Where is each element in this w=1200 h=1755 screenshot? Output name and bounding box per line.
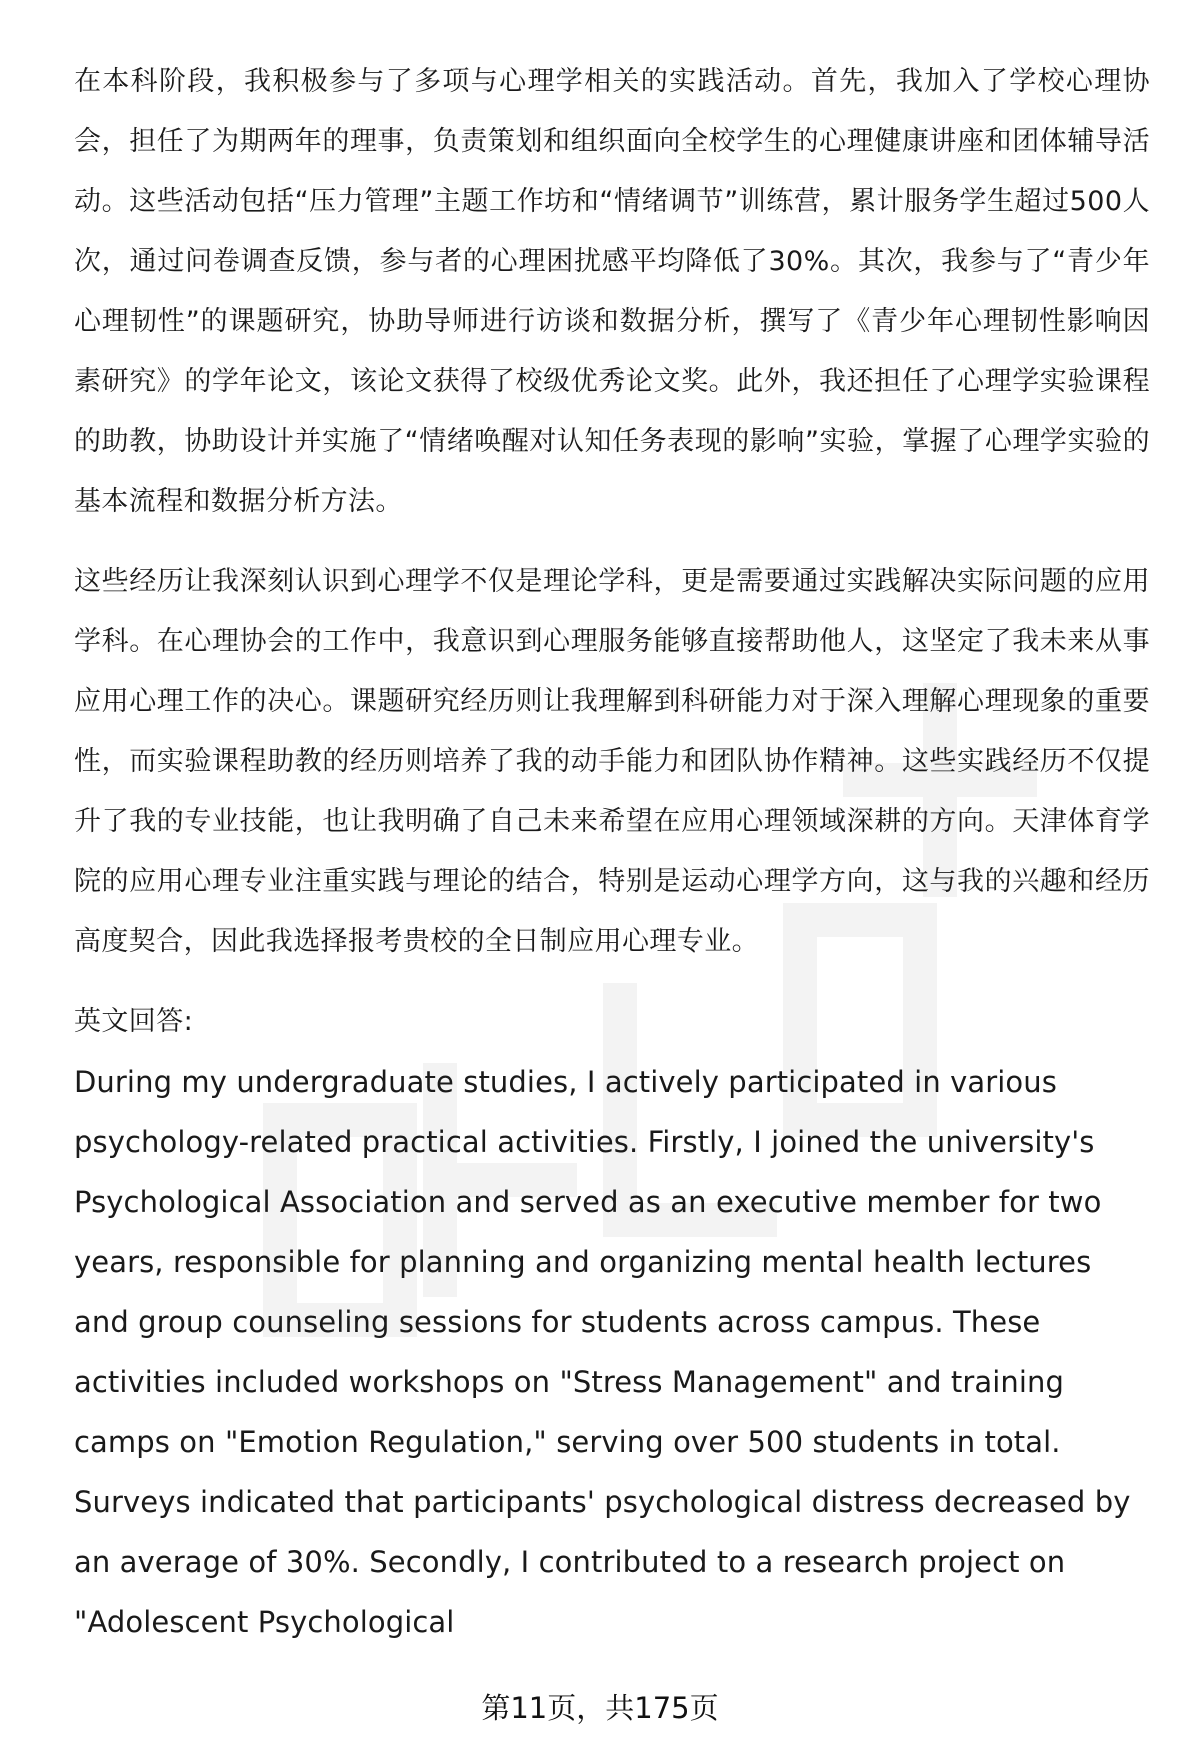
- chinese-paragraph-2: 这些经历让我深刻认识到心理学不仅是理论学科，更是需要通过实践解决实际问题的应用学科。在心理协会的工作中，我意识到心理服务能够直接帮助他人，这坚定了我未来从事应用心理工作的决心。课题研究经历则让我理解到科研能力对于深入理解心理现象的重要性，而实验课程助教的经历则培养了我的动手能力和团队协作精神。这些实践经历不仅提升了我的专业技能，也让我明确了自己未来希望在应用心理领域深耕的方向。天津体育学院的应用心理专业注重实践与理论的结合，特别是运动心理学方向，这与我的兴趣和经历高度契合，因此我选择报考贵校的全日制应用心理专业。: [74, 566, 1150, 957]
- english-answer-label: 英文回答:: [74, 1006, 194, 1037]
- english-paragraph: During my undergraduate studies, I actively participated in various psychology-related practical activities. Firstly, I joined the university's Psychological Association and served as an executive member for two years, responsible for planning and organizing mental health lectures and group counseling sessions for students across campus. These activities included workshops on "Stress Management" and training camps on "Emotion Regulation," serving over 500 students in total. Surveys indicated that participants' psychological distress decreased by an average of 30%. Secondly, I contributed to a research project on "Adolescent Psychological: [74, 1065, 1131, 1639]
- page-number-footer: 第11页，共175页: [481, 1691, 719, 1725]
- document-body: [74, 52, 1150, 1652]
- chinese-paragraph-1: 在本科阶段，我积极参与了多项与心理学相关的实践活动。首先，我加入了学校心理协会，担任了为期两年的理事，负责策划和组织面向全校学生的心理健康讲座和团体辅导活动。这些活动包括“压力管理”主题工作坊和“情绪调节”训练营，累计服务学生超过500人次，通过问卷调查反馈，参与者的心理困扰感平均降低了30%。其次，我参与了“青少年心理韧性”的课题研究，协助导师进行访谈和数据分析，撰写了《青少年心理韧性影响因素研究》的学年论文，该论文获得了校级优秀论文奖。此外，我还担任了心理学实验课程的助教，协助设计并实施了“情绪唤醒对认知任务表现的影响”实验，掌握了心理学实验的基本流程和数据分析方法。: [74, 66, 1150, 517]
